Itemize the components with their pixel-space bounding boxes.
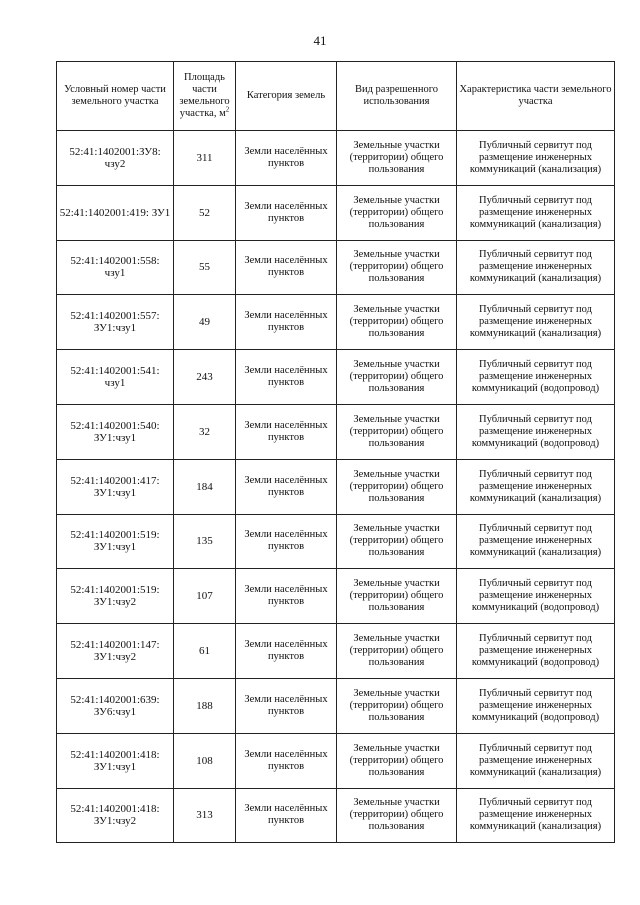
cell-area: 55	[174, 240, 236, 295]
cell-cadastral-number: 52:41:1402001:639: ЗУ6:чзу1	[57, 678, 174, 733]
table-row	[57, 678, 615, 733]
cell-land-category: Земли населённых пунктов	[236, 295, 337, 350]
header-permitted-use: Вид разрешенного использования	[337, 62, 457, 131]
cell-permitted-use: Земельные участки (территории) общего пользования	[337, 404, 457, 459]
cell-land-category: Земли населённых пунктов	[236, 733, 337, 788]
cell-area: 32	[174, 404, 236, 459]
cell-land-category: Земли населённых пунктов	[236, 185, 337, 240]
cell-permitted-use: Земельные участки (территории) общего пользования	[337, 131, 457, 186]
cell-area: 61	[174, 624, 236, 679]
cell-cadastral-number: 52:41:1402001:418: ЗУ1:чзу2	[57, 788, 174, 843]
cell-permitted-use: Земельные участки (территории) общего пользования	[337, 788, 457, 843]
cell-permitted-use: Земельные участки (территории) общего пользования	[337, 733, 457, 788]
table-row	[57, 295, 615, 350]
table-header-row	[57, 62, 615, 131]
page-number: 41	[313, 33, 327, 48]
cell-area: 107	[174, 569, 236, 624]
table-row	[57, 404, 615, 459]
cell-characteristic: Публичный сервитут под размещение инженерных коммуникаций (канализация)	[457, 788, 615, 843]
cell-land-category: Земли населённых пунктов	[236, 514, 337, 569]
cell-cadastral-number: 52:41:1402001:558: чзу1	[57, 240, 174, 295]
header-characteristic: Характеристика части земельного участка	[457, 62, 615, 131]
cell-permitted-use: Земельные участки (территории) общего пользования	[337, 514, 457, 569]
cell-land-category: Земли населённых пунктов	[236, 240, 337, 295]
cell-characteristic: Публичный сервитут под размещение инженерных коммуникаций (водопровод)	[457, 569, 615, 624]
table-body	[57, 131, 615, 843]
cell-characteristic: Публичный сервитут под размещение инженерных коммуникаций (водопровод)	[457, 350, 615, 405]
table-row	[57, 350, 615, 405]
table-row	[57, 459, 615, 514]
table-row	[57, 185, 615, 240]
cell-land-category: Земли населённых пунктов	[236, 788, 337, 843]
cell-cadastral-number: 52:41:1402001:418: ЗУ1:чзу1	[57, 733, 174, 788]
cell-cadastral-number: 52:41:1402001:519: ЗУ1:чзу1	[57, 514, 174, 569]
cell-characteristic: Публичный сервитут под размещение инженерных коммуникаций (канализация)	[457, 733, 615, 788]
land-parts-table	[56, 61, 615, 843]
cell-cadastral-number: 52:41:1402001:147: ЗУ1:чзу2	[57, 624, 174, 679]
cell-permitted-use: Земельные участки (территории) общего пользования	[337, 459, 457, 514]
cell-characteristic: Публичный сервитут под размещение инженерных коммуникаций (канализация)	[457, 240, 615, 295]
cell-characteristic: Публичный сервитут под размещение инженерных коммуникаций (канализация)	[457, 185, 615, 240]
header-area-sup: 2	[225, 105, 230, 114]
table-row	[57, 788, 615, 843]
cell-land-category: Земли населённых пунктов	[236, 678, 337, 733]
table-row	[57, 733, 615, 788]
cell-area: 313	[174, 788, 236, 843]
cell-cadastral-number: 52:41:1402001:557: ЗУ1:чзу1	[57, 295, 174, 350]
cell-characteristic: Публичный сервитут под размещение инженерных коммуникаций (водопровод)	[457, 624, 615, 679]
table-row	[57, 569, 615, 624]
cell-permitted-use: Земельные участки (территории) общего пользования	[337, 240, 457, 295]
cell-area: 135	[174, 514, 236, 569]
cell-characteristic: Публичный сервитут под размещение инженерных коммуникаций (канализация)	[457, 131, 615, 186]
cell-cadastral-number: 52:41:1402001:419: ЗУ1	[57, 185, 174, 240]
cell-area: 184	[174, 459, 236, 514]
table-row	[57, 514, 615, 569]
cell-area: 188	[174, 678, 236, 733]
cell-area: 243	[174, 350, 236, 405]
cell-permitted-use: Земельные участки (территории) общего пользования	[337, 350, 457, 405]
header-cadastral-number: Условный номер части земельного участка	[57, 62, 174, 131]
cell-characteristic: Публичный сервитут под размещение инженерных коммуникаций (водопровод)	[457, 678, 615, 733]
cell-land-category: Земли населённых пунктов	[236, 569, 337, 624]
cell-land-category: Земли населённых пунктов	[236, 131, 337, 186]
cell-area: 311	[174, 131, 236, 186]
cell-cadastral-number: 52:41:1402001:541: чзу1	[57, 350, 174, 405]
table-row	[57, 240, 615, 295]
cell-area: 108	[174, 733, 236, 788]
cell-land-category: Земли населённых пунктов	[236, 404, 337, 459]
cell-characteristic: Публичный сервитут под размещение инженерных коммуникаций (канализация)	[457, 514, 615, 569]
cell-characteristic: Публичный сервитут под размещение инженерных коммуникаций (водопровод)	[457, 404, 615, 459]
cell-cadastral-number: 52:41:1402001:ЗУ8: чзу2	[57, 131, 174, 186]
header-land-category: Категория земель	[236, 62, 337, 131]
cell-area: 49	[174, 295, 236, 350]
cell-permitted-use: Земельные участки (территории) общего пользования	[337, 624, 457, 679]
cell-permitted-use: Земельные участки (территории) общего пользования	[337, 295, 457, 350]
cell-permitted-use: Земельные участки (территории) общего пользования	[337, 569, 457, 624]
cell-characteristic: Публичный сервитут под размещение инженерных коммуникаций (канализация)	[457, 459, 615, 514]
cell-area: 52	[174, 185, 236, 240]
cell-land-category: Земли населённых пунктов	[236, 459, 337, 514]
cell-cadastral-number: 52:41:1402001:540: ЗУ1:чзу1	[57, 404, 174, 459]
cell-cadastral-number: 52:41:1402001:519: ЗУ1:чзу2	[57, 569, 174, 624]
cell-land-category: Земли населённых пунктов	[236, 624, 337, 679]
cell-land-category: Земли населённых пунктов	[236, 350, 337, 405]
table-row	[57, 624, 615, 679]
cell-characteristic: Публичный сервитут под размещение инженерных коммуникаций (канализация)	[457, 295, 615, 350]
header-area-label: Площадь части земельного участка, м	[179, 72, 230, 119]
header-area	[174, 62, 236, 131]
table-row	[57, 131, 615, 186]
cell-permitted-use: Земельные участки (территории) общего пользования	[337, 185, 457, 240]
cell-permitted-use: Земельные участки (территории) общего пользования	[337, 678, 457, 733]
cell-cadastral-number: 52:41:1402001:417: ЗУ1:чзу1	[57, 459, 174, 514]
